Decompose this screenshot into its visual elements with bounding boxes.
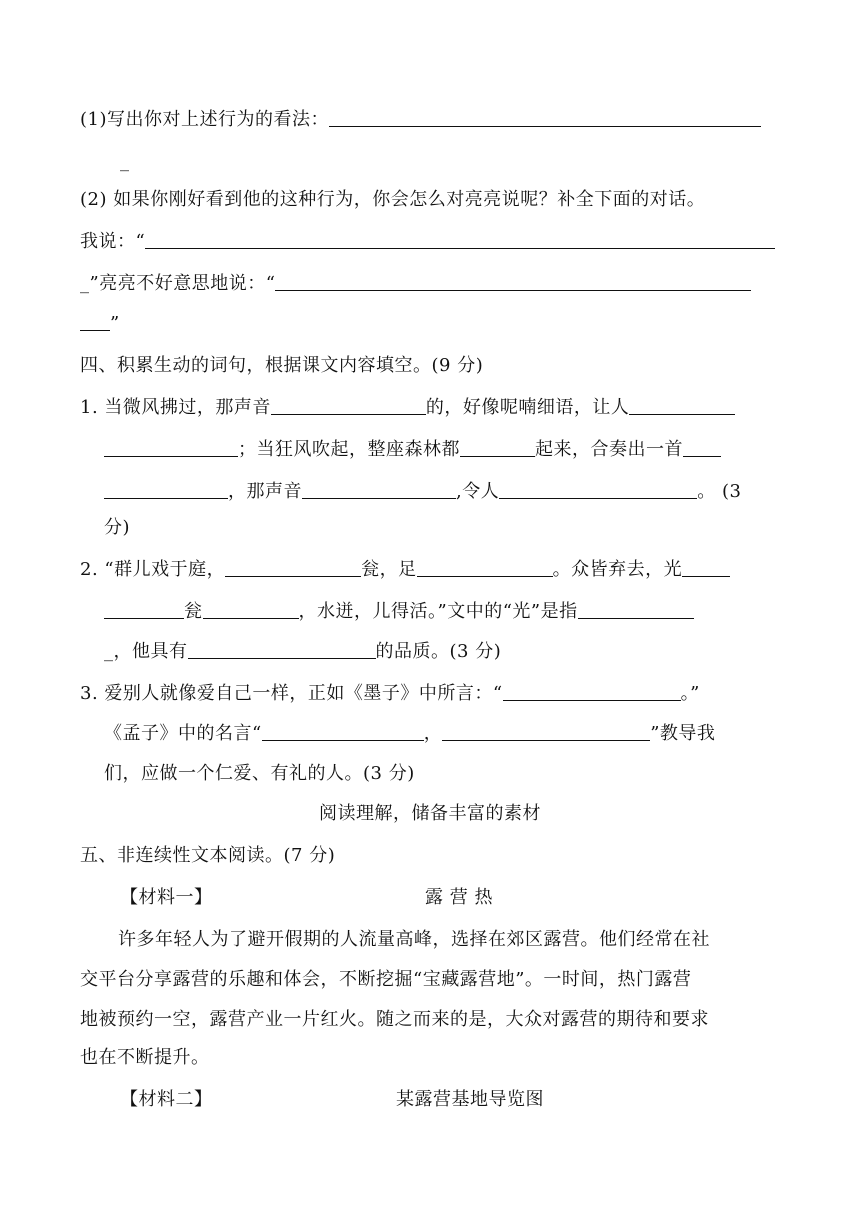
item2-text-g: 的品质。(3 分): [375, 641, 502, 662]
material1-paragraph-line: 交平台分享露营的乐趣和体会，不断挖掘“宝藏露营地”。一时间，热门露营: [80, 969, 692, 990]
item1-line1: [80, 396, 735, 420]
item1-blank-4[interactable]: [683, 438, 721, 457]
item1-text-c: ；当狂风吹起，整座森林都: [238, 439, 460, 460]
item2-text-f: _，他具有: [104, 641, 188, 662]
q1-answer-blank[interactable]: [329, 108, 761, 127]
material1-paragraph-line: 许多年轻人为了避开假期的人流量高峰，选择在郊区露营。他们经常在社: [118, 929, 710, 950]
item3-blank-1[interactable]: [503, 682, 681, 701]
material2-title: 某露营基地导览图: [396, 1089, 544, 1110]
item1-text-g: 。 (3: [697, 481, 742, 502]
item1-text-b: 的，好像呢喃细语，让人: [425, 397, 630, 418]
end-quote: ”: [110, 313, 120, 334]
item2-line3: [104, 640, 501, 664]
item1-text-d: 起来，合奏出一首: [535, 439, 683, 460]
q2-liang-say-line: [80, 272, 751, 296]
item2-text-a: 2. “群儿戏于庭，: [80, 559, 226, 580]
item2-blank-3-cont[interactable]: [104, 600, 184, 619]
item1-blank-3[interactable]: [460, 438, 535, 457]
item1-blank-4-cont[interactable]: [104, 480, 228, 499]
item1-text-f: ,令人: [456, 481, 500, 502]
material1-paragraph-line: 也在不断提升。: [80, 1047, 210, 1068]
item3-line3: 们，应做一个仁爱、有礼的人。(3 分): [104, 763, 415, 784]
item1-blank-1[interactable]: [271, 396, 426, 415]
item3-text-a: 3. 爱别人就像爱自己一样，正如《墨子》中所言：“: [80, 683, 503, 704]
item2-text-c: 。众皆弃去，光: [552, 559, 683, 580]
item1-text-a: 1. 当微风拂过，那声音: [80, 397, 271, 418]
material1-label: 【材料一】: [120, 887, 213, 908]
item3-line2: [104, 722, 715, 746]
item2-line2: [104, 600, 694, 624]
item2-blank-1[interactable]: [225, 558, 361, 577]
item1-blank-2[interactable]: [629, 396, 735, 415]
item3-blank-2[interactable]: [262, 722, 424, 741]
item1-line3: [104, 480, 741, 504]
item2-text-e: ，水迸，儿得活。”文中的“光”是指: [298, 601, 578, 622]
item2-text-d: 瓮: [184, 601, 203, 622]
item1-line2: [104, 438, 721, 462]
material2-label: 【材料二】: [120, 1089, 213, 1110]
i-say-label: 我说：“: [80, 231, 146, 252]
section5-heading: 五、非连续性文本阅读。(7 分): [80, 845, 336, 866]
item3-text-e: ”教导我: [650, 723, 716, 744]
item2-blank-5[interactable]: [578, 600, 694, 619]
item1-blank-2-cont[interactable]: [104, 438, 238, 457]
q1-prompt: (1)写出你对上述行为的看法：: [80, 109, 329, 130]
section4-heading: 四、积累生动的词句，根据课文内容填空。(9 分): [80, 355, 484, 376]
item2-blank-4[interactable]: [203, 600, 299, 619]
q2-prompt: (2) 如果你刚好看到他的这种行为，你会怎么对亮亮说呢？补全下面的对话。: [80, 189, 706, 210]
item2-blank-6[interactable]: [188, 640, 376, 659]
item3-blank-3[interactable]: [442, 722, 650, 741]
liang-say-blank[interactable]: [275, 272, 751, 291]
q1-line: [80, 108, 761, 132]
item2-line1: [80, 558, 730, 582]
item2-text-b: 瓮，足: [361, 559, 417, 580]
item2-blank-3[interactable]: [682, 558, 730, 577]
part-title: 阅读理解，储备丰富的素材: [319, 803, 541, 824]
item1-text-e: ，那声音: [228, 481, 302, 502]
material1-title: 露 营 热: [425, 887, 493, 908]
item3-text-d: ，: [423, 723, 443, 744]
q2-i-say-line: [80, 230, 775, 254]
item1-line4: 分): [104, 517, 131, 538]
item3-text-b: 。”: [680, 683, 700, 704]
item1-blank-6[interactable]: [499, 480, 697, 499]
material1-paragraph-line: 地被预约一空，露营产业一片红火。随之而来的是，大众对露营的期待和要求: [80, 1009, 709, 1030]
item3-line1: [80, 682, 700, 706]
liang-say-blank-cont[interactable]: [80, 312, 110, 331]
item1-blank-5[interactable]: [302, 480, 456, 499]
item2-blank-2[interactable]: [417, 558, 553, 577]
q1-continuation: _: [120, 151, 130, 172]
liang-say-end-line: [80, 312, 120, 336]
i-say-blank[interactable]: [145, 230, 775, 249]
liang-say-label: _”亮亮不好意思地说：“: [80, 273, 276, 294]
item3-text-c: 《孟子》中的名言“: [104, 723, 262, 744]
